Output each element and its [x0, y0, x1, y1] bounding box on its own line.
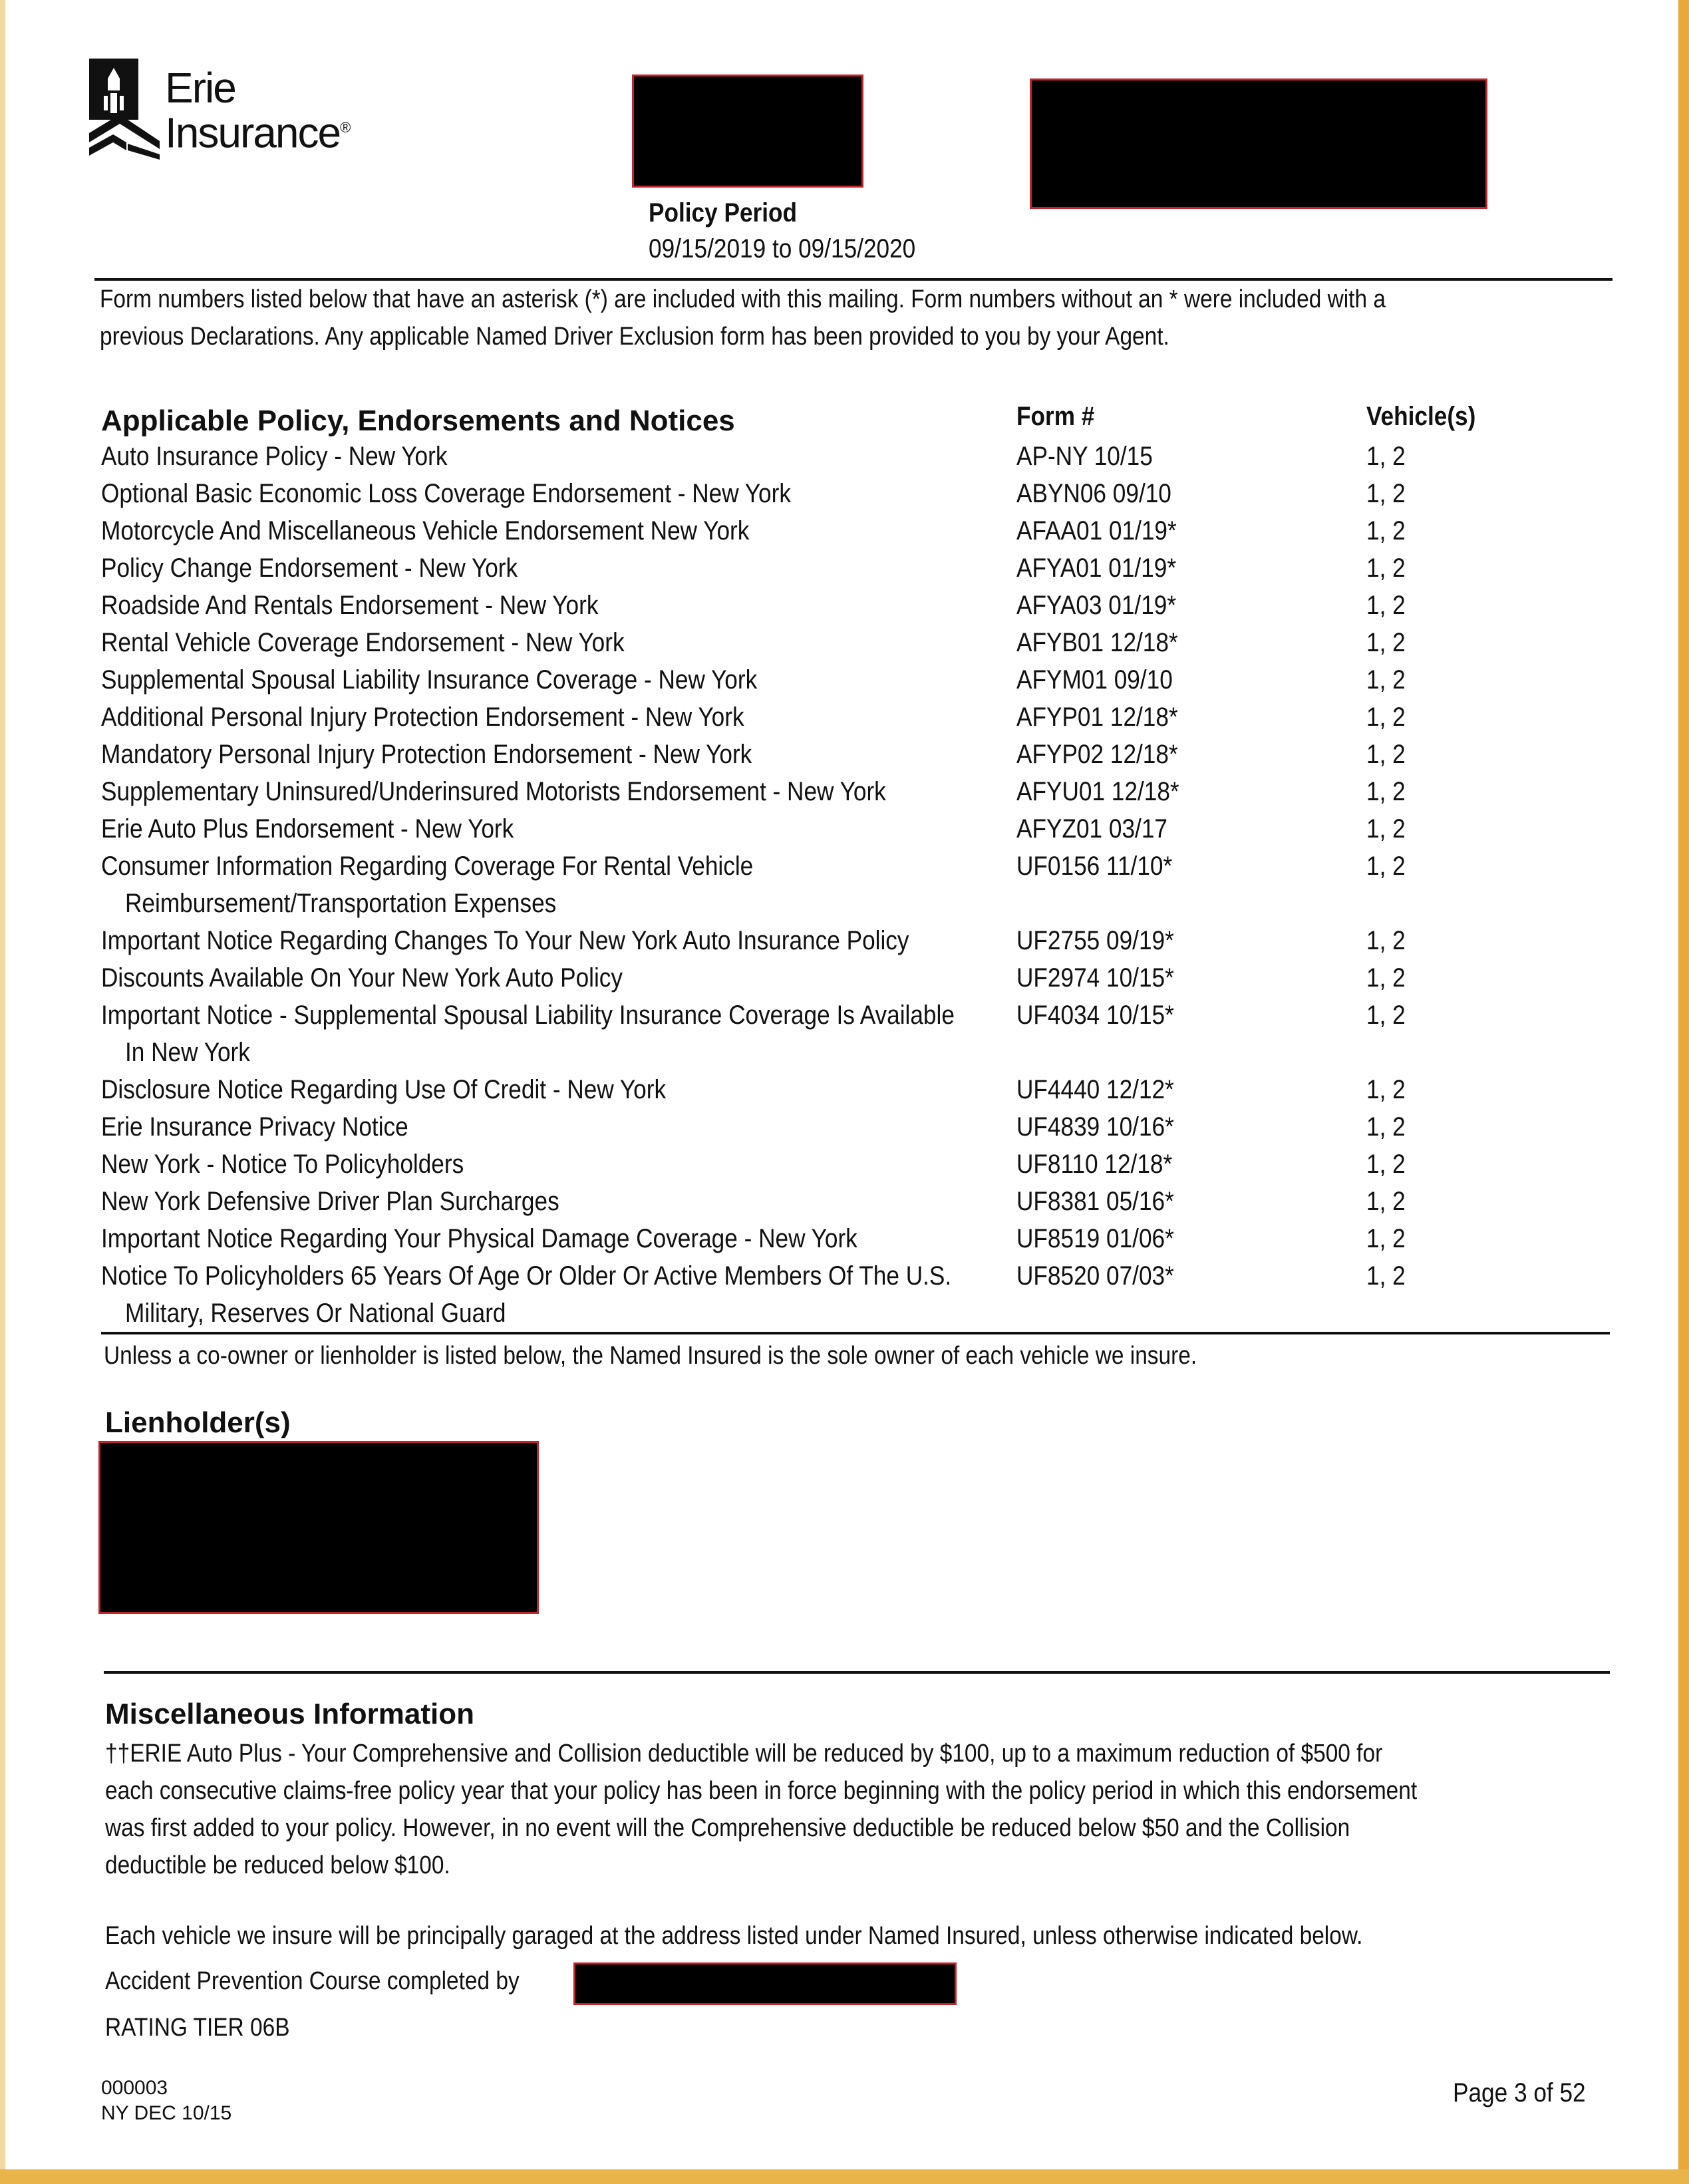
form-name: Mandatory Personal Injury Protection Endorsement - New York [101, 740, 752, 769]
erie-building-icon [86, 53, 163, 160]
form-row [101, 814, 1551, 852]
form-number: AFAA01 01/19* [1016, 516, 1177, 546]
form-name: Rental Vehicle Coverage Endorsement - New York [101, 628, 625, 657]
form-vehicles: 1, 2 [1366, 814, 1406, 844]
form-vehicles: 1, 2 [1366, 852, 1406, 881]
form-name: Auto Insurance Policy - New York [101, 442, 448, 471]
form-vehicles: 1, 2 [1366, 963, 1406, 993]
paper-edge-left [0, 0, 5, 2184]
form-vehicles: 1, 2 [1366, 1112, 1406, 1142]
forms-list [101, 442, 1551, 1336]
brand-line-1: Erie [165, 64, 235, 112]
auto-plus-line: deductible be reduced below $100. [105, 1851, 450, 1879]
garage-note: Each vehicle we insure will be principally garaged at the address listed under Named Insured, unless otherwise indicated below. [105, 1922, 1363, 1950]
form-name: Consumer Information Regarding Coverage For Rental Vehicle [101, 852, 754, 881]
form-row [101, 665, 1551, 702]
form-row [101, 1112, 1551, 1150]
form-row [101, 591, 1551, 628]
form-name: Discounts Available On Your New York Auto Policy [101, 963, 623, 993]
form-number: UF2755 09/19* [1016, 926, 1174, 955]
form-number: AFYB01 12/18* [1016, 628, 1178, 657]
intro-line: previous Declarations. Any applicable Named Driver Exclusion form has been provided to you by your Agent. [100, 323, 1169, 351]
form-name: Important Notice Regarding Changes To Your New York Auto Insurance Policy [101, 926, 909, 955]
form-row [101, 479, 1551, 516]
form-vehicles: 1, 2 [1366, 1187, 1406, 1216]
form-number: UF8110 12/18* [1016, 1150, 1173, 1179]
form-row [101, 963, 1551, 1001]
form-row [101, 628, 1551, 665]
form-number: UF8519 01/06* [1016, 1224, 1174, 1253]
form-number: UF8381 05/16* [1016, 1187, 1174, 1216]
form-row [101, 1261, 1551, 1336]
form-vehicles: 1, 2 [1366, 665, 1406, 695]
auto-plus-paragraph [105, 1735, 1417, 1884]
policy-period-title: Policy Period [649, 198, 798, 228]
intro-paragraph [100, 281, 1386, 355]
form-number: UF0156 11/10* [1016, 852, 1173, 881]
form-vehicles: 1, 2 [1366, 479, 1406, 508]
auto-plus-line: ††ERIE Auto Plus - Your Comprehensive and Collision deductible will be reduced by $100, up to a maximum reduction of $500 for [105, 1740, 1383, 1768]
form-name: Roadside And Rentals Endorsement - New York [101, 591, 599, 620]
form-row [101, 702, 1551, 740]
erie-insurance-logo [86, 53, 366, 166]
intro-line: Form numbers listed below that have an asterisk (*) are included with this mailing. Form numbers without an * were included with a [100, 285, 1386, 313]
registered-mark: ® [340, 119, 351, 136]
form-row [101, 442, 1551, 479]
form-id: NY DEC 10/15 [101, 2102, 232, 2124]
form-vehicles: 1, 2 [1366, 591, 1406, 620]
form-number-column-header: Form # [1016, 402, 1095, 431]
form-name: Erie Auto Plus Endorsement - New York [101, 814, 514, 844]
form-name: New York - Notice To Policyholders [101, 1150, 464, 1179]
form-name-continued: In New York [125, 1038, 250, 1067]
auto-plus-line: each consecutive claims-free policy year that your policy has been in force beginning with the policy period in which this endorsement [105, 1777, 1418, 1805]
brand-name [165, 64, 351, 157]
accident-course-label: Accident Prevention Course completed by [105, 1967, 520, 1995]
form-vehicles: 1, 2 [1366, 442, 1406, 471]
form-number: UF4839 10/16* [1016, 1112, 1174, 1142]
form-name: Important Notice Regarding Your Physical Damage Coverage - New York [101, 1224, 857, 1253]
forms-heading: Applicable Policy, Endorsements and Notices [101, 404, 735, 437]
form-vehicles: 1, 2 [1366, 1150, 1406, 1179]
policy-period-dates: 09/15/2019 to 09/15/2020 [649, 234, 916, 263]
form-row [101, 852, 1551, 926]
redacted-block [1030, 78, 1487, 209]
page-number: Page 3 of 52 [1453, 2078, 1586, 2107]
paper-edge-bottom [0, 2169, 1689, 2184]
form-vehicles: 1, 2 [1366, 1261, 1406, 1291]
form-name: Optional Basic Economic Loss Coverage Endorsement - New York [101, 479, 791, 508]
form-name: Important Notice - Supplemental Spousal Liability Insurance Coverage Is Available [101, 1001, 955, 1030]
form-name: New York Defensive Driver Plan Surcharges [101, 1187, 559, 1216]
form-name: Disclosure Notice Regarding Use Of Credit - New York [101, 1075, 667, 1104]
form-name: Supplemental Spousal Liability Insurance Coverage - New York [101, 665, 758, 695]
form-vehicles: 1, 2 [1366, 1075, 1406, 1104]
form-number: UF8520 07/03* [1016, 1261, 1174, 1291]
form-number: UF4034 10/15* [1016, 1001, 1174, 1030]
form-vehicles: 1, 2 [1366, 628, 1406, 657]
form-name: Erie Insurance Privacy Notice [101, 1112, 408, 1142]
form-row [101, 926, 1551, 963]
form-vehicles: 1, 2 [1366, 740, 1406, 769]
lienholder-heading: Lienholder(s) [105, 1406, 291, 1439]
form-name: Supplementary Uninsured/Underinsured Motorists Endorsement - New York [101, 777, 886, 806]
form-vehicles: 1, 2 [1366, 1224, 1406, 1253]
form-vehicles: 1, 2 [1366, 1001, 1406, 1030]
form-name: Motorcycle And Miscellaneous Vehicle Endorsement New York [101, 516, 750, 546]
form-vehicles: 1, 2 [1366, 777, 1406, 806]
misc-heading: Miscellaneous Information [105, 1698, 474, 1730]
form-vehicles: 1, 2 [1366, 553, 1406, 583]
vehicles-column-header: Vehicle(s) [1366, 402, 1476, 431]
form-row [101, 516, 1551, 553]
form-number: ABYN06 09/10 [1016, 479, 1171, 508]
form-row [101, 777, 1551, 814]
form-name: Notice To Policyholders 65 Years Of Age Or Older Or Active Members Of The U.S. [101, 1261, 952, 1291]
form-number: AFYM01 09/10 [1016, 665, 1173, 695]
redacted-course-name [573, 1962, 957, 2005]
form-name-continued: Reimbursement/Transportation Expenses [125, 889, 557, 918]
form-number: AFYU01 12/18* [1016, 777, 1179, 806]
ownership-note: Unless a co-owner or lienholder is listed below, the Named Insured is the sole owner of each vehicle we insure. [104, 1342, 1197, 1370]
form-number: UF4440 12/12* [1016, 1075, 1174, 1104]
paper-edge-right [1678, 0, 1689, 2184]
form-row [101, 1150, 1551, 1187]
form-row [101, 1075, 1551, 1112]
form-vehicles: 1, 2 [1366, 702, 1406, 732]
document-code: 000003 [101, 2077, 168, 2099]
form-number: AFYZ01 03/17 [1016, 814, 1167, 844]
form-row [101, 740, 1551, 777]
divider [104, 1671, 1610, 1674]
rating-tier: RATING TIER 06B [105, 2014, 290, 2042]
form-row [101, 1187, 1551, 1224]
form-number: UF2974 10/15* [1016, 963, 1174, 993]
form-number: AP-NY 10/15 [1016, 442, 1153, 471]
form-vehicles: 1, 2 [1366, 516, 1406, 546]
divider [101, 1332, 1610, 1334]
form-name: Additional Personal Injury Protection Endorsement - New York [101, 702, 744, 732]
form-name-continued: Military, Reserves Or National Guard [125, 1299, 506, 1328]
form-number: AFYP02 12/18* [1016, 740, 1178, 769]
form-number: AFYP01 12/18* [1016, 702, 1178, 732]
form-row [101, 1001, 1551, 1075]
auto-plus-line: was first added to your policy. However, in no event will the Comprehensive deductible be reduced below $50 and the Collision [105, 1814, 1350, 1842]
form-name: Policy Change Endorsement - New York [101, 553, 518, 583]
form-vehicles: 1, 2 [1366, 926, 1406, 955]
footer-codes [101, 2076, 231, 2126]
brand-line-2: Insurance® [165, 108, 351, 157]
form-number: AFYA03 01/19* [1016, 591, 1177, 620]
redacted-lienholder [98, 1441, 539, 1614]
form-row [101, 1224, 1551, 1261]
form-row [101, 553, 1551, 591]
redacted-block [632, 75, 863, 188]
form-number: AFYA01 01/19* [1016, 553, 1177, 583]
